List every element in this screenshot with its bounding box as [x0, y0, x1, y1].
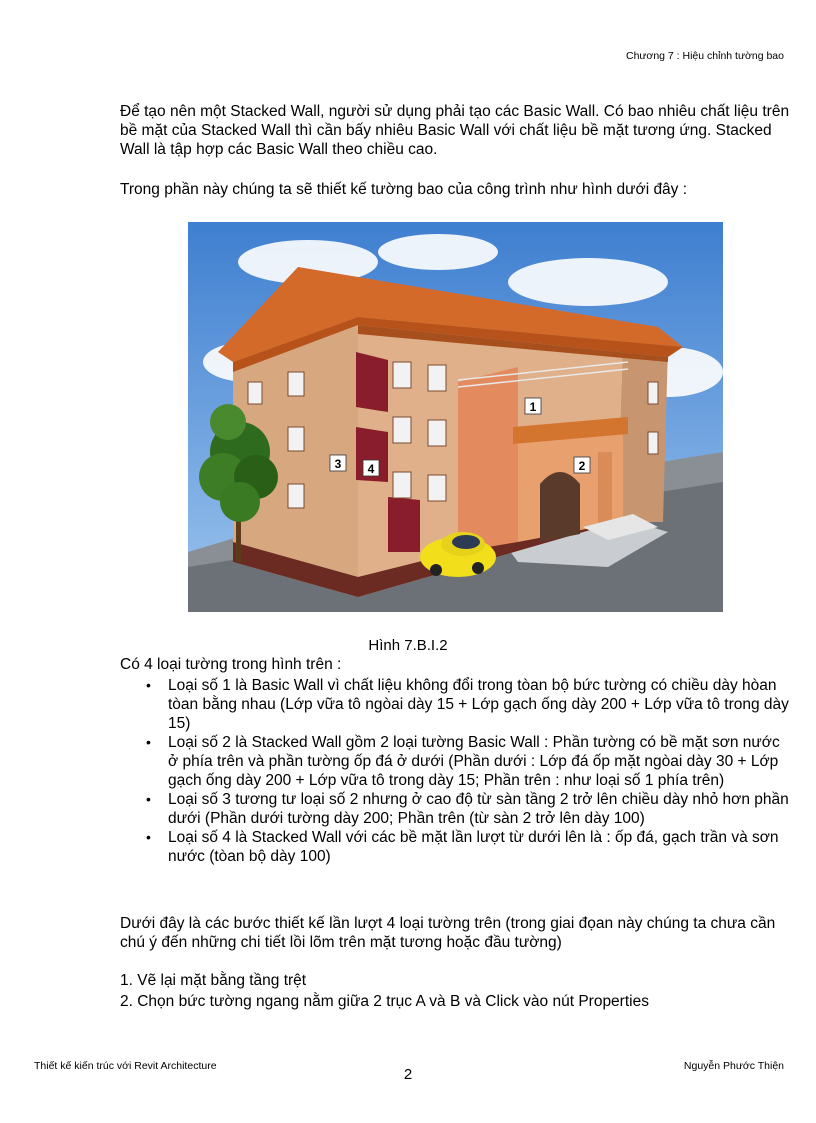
footer-book-title: Thiết kế kiến trúc với Revit Architecture [34, 1060, 217, 1072]
list-item: • Loại số 3 tương tư loại số 2 nhưng ở cao độ từ sàn tầng 2 trở lên chiều dày nhỏ hơn phần dưới (Phần dưới tường dày 200; Phần trên (từ sàn 2 trở lên dày 100) [168, 790, 794, 828]
figure-caption: Hình 7.B.I.2 [368, 637, 448, 654]
design-paragraph: Trong phần này chúng ta sẽ thiết kế tường bao của công trình như hình dưới đây : [120, 181, 688, 198]
list-item: • Loại số 2 là Stacked Wall gồm 2 loại tường Basic Wall : Phần tường có bề mặt sơn nước ở phía trên và phần tường ốp đá ở dưới (Phần dưới : Lớp đá ốp mặt ngòai dày 30 + Lớp gạch ống dày 200 + Lớp vữa tô trong dày 15; Phần trên : như loại số 1 phía trên) [168, 733, 794, 790]
list-item: • Loại số 1 là Basic Wall vì chất liệu không đổi trong tòan bộ bức tường có chiều dày hòan tòan bằng nhau (Lớp vữa tô ngòai dày 15 + Lớp gạch ống dày 200 + Lớp vữa tô trong dày 15) [168, 676, 794, 733]
steps-intro: Dưới đây là các bước thiết kế lần lượt 4 loại tường trên (trong giai đọan này chúng ta chưa cần chú ý đến những chi tiết lồi lõm trên mặt tương hoặc đầu tường) [120, 915, 776, 951]
svg-text:1: 1 [529, 400, 537, 414]
intro-paragraph: Để tạo nên một Stacked Wall, người sử dụng phải tạo các Basic Wall. Có bao nhiêu chất liệu trên bề mặt của Stacked Wall thì cần bấy nhiêu Basic Wall với chất liệu bề mặt tương ứng. Stacked Wall là tập hợp các Basic Wall theo chiều cao. [120, 103, 790, 158]
svg-text:3: 3 [334, 457, 342, 471]
wall-label-3 [330, 455, 346, 471]
page-number: 2 [403, 1066, 413, 1083]
steps-list [120, 970, 649, 1012]
svg-text:2: 2 [578, 459, 586, 473]
list-item: • Loại số 4 là Stacked Wall với các bề mặt lần lượt từ dưới lên là : ốp đá, gạch trần và sơn nước (tòan bộ dày 100) [168, 828, 794, 866]
svg-text:4: 4 [367, 462, 375, 476]
building-render-figure [188, 222, 723, 612]
wall-label-2 [574, 457, 590, 473]
wall-types-list [168, 676, 794, 866]
footer-author: Nguyễn Phước Thiện [683, 1060, 784, 1072]
wall-label-1 [525, 398, 541, 414]
list-item: 1. Vẽ lại mặt bằng tầng trệt [120, 972, 307, 989]
wall-label-4 [363, 460, 379, 476]
list-item: 2. Chọn bức tường ngang nằm giữa 2 trục A và B và Click vào nút Properties [120, 993, 649, 1010]
chapter-header: Chương 7 : Hiệu chỉnh tường bao [625, 50, 784, 62]
wall-types-intro: Có 4 loại tường trong hình trên : [120, 656, 342, 673]
building-render-image [188, 222, 723, 612]
